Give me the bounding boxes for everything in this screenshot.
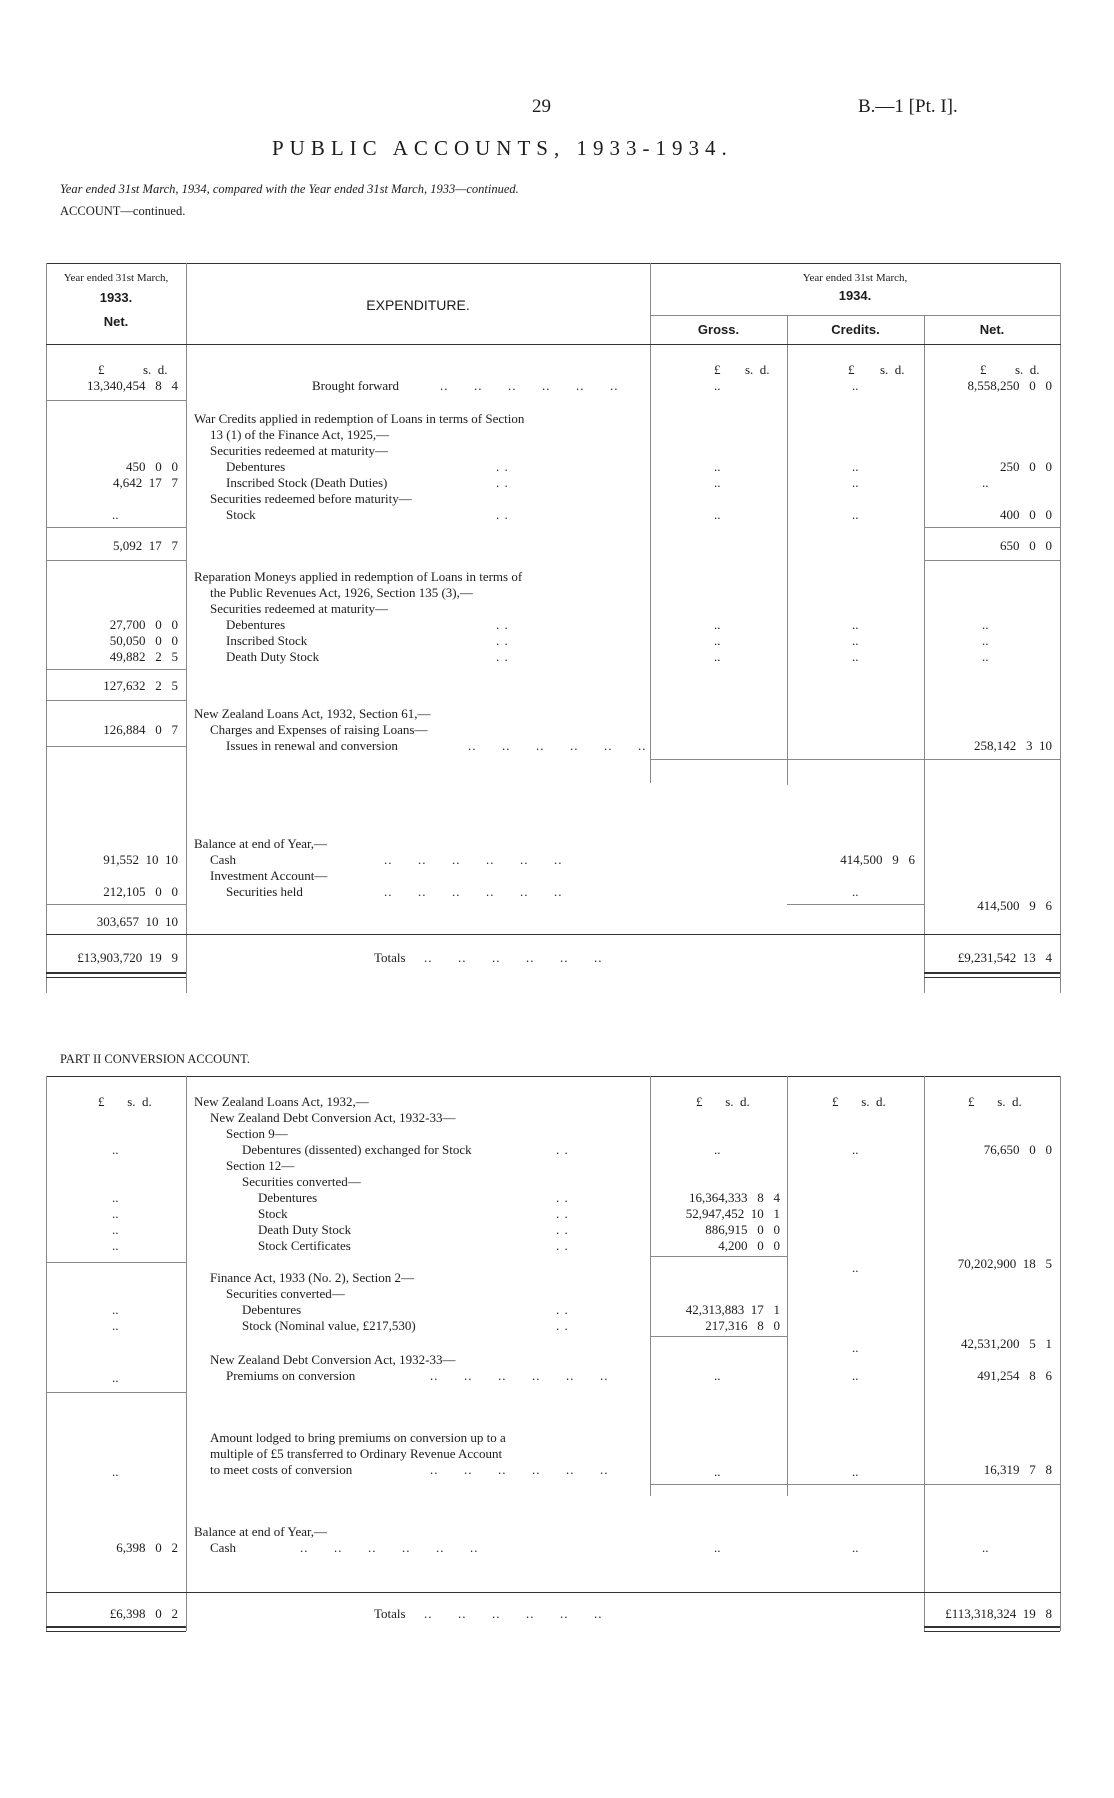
war-credits-sub1: Securities redeemed at maturity— [210,443,388,458]
credits-empty: .. [852,1142,859,1157]
prev-empty: .. [112,1222,119,1237]
bf-gross: .. [714,378,721,393]
leader-dots: .. .. .. .. .. .. [440,378,619,393]
credits-empty: .. [852,1260,859,1275]
col-curr-year-num: 1934. [838,288,872,303]
war-credits-net3: 400 0 0 [1000,507,1052,522]
reparation-sub1: Securities redeemed at maturity— [210,601,388,616]
col-prev-year-num: 1933. [99,290,133,305]
leader-dots: . . [556,1222,569,1237]
section-12: Section 12— [226,1158,295,1173]
leader-dots: . . [556,1142,569,1157]
bf-credits: .. [852,378,859,393]
balance-securities: Securities held [226,884,303,899]
leader-dots: .. .. .. .. .. .. [468,738,647,753]
nz-loans-sub1: Charges and Expenses of raising Loans— [210,722,428,737]
gross-empty: .. [714,633,721,648]
gross-empty: .. [714,507,721,522]
credits-empty: .. [852,1340,859,1355]
balance-prev-sec: 212,105 0 0 [103,884,178,899]
reparation-prev1: 27,700 0 0 [109,617,178,632]
credits-empty: .. [852,1464,859,1479]
net-empty: .. [982,617,989,632]
converted-item: Death Duty Stock [258,1222,352,1237]
war-credits-item1: Debentures [226,459,286,474]
reparation-item1: Debentures [226,617,286,632]
balance-credits-cash: 414,500 9 6 [840,852,915,867]
credits-empty: .. [852,884,859,899]
finance-act: Finance Act, 1933 (No. 2), Section 2— [210,1270,414,1285]
document-reference: B.—1 [Pt. I]. [858,96,958,117]
premium-act: New Zealand Debt Conversion Act, 1932-33— [210,1352,456,1367]
leader-dots: . . [496,459,509,474]
balance-heading: Balance at end of Year,— [194,836,328,851]
reparation-heading: Reparation Moneys applied in redemption of Loans in terms of [194,569,523,584]
war-credits-total-net: 650 0 0 [1000,538,1052,553]
war-credits-heading: War Credits applied in redemption of Loans in terms of Section [194,411,525,426]
leader-dots: . . [556,1318,569,1333]
col-prev-year: Year ended 31st March, [63,272,169,284]
finance-converted: Securities converted— [226,1286,345,1301]
premium: Premiums on conversion [226,1368,356,1383]
war-credits-net1: 250 0 0 [1000,459,1052,474]
balance-investment: Investment Account— [210,868,328,883]
converted-value: 16,364,333 8 4 [689,1190,780,1205]
conv-totals-net: £113,318,324 19 8 [945,1606,1052,1621]
nz-loans-prev: 126,884 0 7 [103,722,178,737]
leader-dots: . . [496,617,509,632]
converted-value: 4,200 0 0 [718,1238,780,1253]
reparation-item3: Death Duty Stock [226,649,320,664]
balance-prev-cash: 91,552 10 10 [103,852,178,867]
prev-empty: .. [112,1142,119,1157]
lodged-line3: to meet costs of conversion [210,1462,353,1477]
page-title: PUBLIC ACCOUNTS, 1933-1934. [272,136,733,160]
finance-item: Stock (Nominal value, £217,530) [242,1318,416,1333]
prev-empty: .. [112,1370,119,1385]
securities-converted: Securities converted— [242,1174,361,1189]
page-number: 29 [532,96,551,117]
gross-empty: .. [714,649,721,664]
prev-empty: .. [112,1190,119,1205]
conv-totals-prev: £6,398 0 2 [109,1606,178,1621]
prev-empty: .. [112,1318,119,1333]
col-gross: Gross. [697,322,740,337]
nz-loans-heading: New Zealand Loans Act, 1932, Section 61,— [194,706,431,721]
balance-cash: Cash [210,852,236,867]
unit-sd: s. d. [143,362,168,377]
gross-empty: .. [714,1464,721,1479]
reparation-heading2: the Public Revenues Act, 1926, Section 135 (3),— [210,585,473,600]
col-curr-year: Year ended 31st March, [802,272,908,284]
net-empty: .. [982,633,989,648]
col-credits: Credits. [831,322,880,337]
nz-loans-net: 258,142 3 10 [974,738,1052,753]
lodged-line1: Amount lodged to bring premiums on conversion up to a [210,1430,506,1445]
leader-dots: . . [556,1302,569,1317]
leader-dots: .. .. .. .. .. .. [424,950,603,965]
prev-empty: .. [112,1464,119,1479]
unit-sd: s. d. [745,362,770,377]
leader-dots: .. .. .. .. .. .. [384,884,563,899]
totals-label: Totals [374,950,406,965]
conv-balance-cash: Cash [210,1540,236,1555]
war-credits-item3: Stock [226,507,256,522]
converted-value: 52,947,452 10 1 [685,1206,780,1221]
totals-prev: £13,903,720 19 9 [77,950,178,965]
gross-empty: .. [714,1142,721,1157]
conv-balance-prev: 6,398 0 2 [116,1540,178,1555]
lodged-net: 16,319 7 8 [983,1462,1052,1477]
gross-empty: .. [714,1540,721,1555]
conv-totals-label: Totals [374,1606,406,1621]
prev-empty: .. [112,1206,119,1221]
units: £ s. d. [98,1094,152,1109]
gross-empty: .. [714,475,721,490]
account-label: ACCOUNT—continued. [60,204,186,218]
leader-dots: .. .. .. .. .. .. [424,1606,603,1621]
reparation-total-prev: 127,632 2 5 [103,678,178,693]
credits-empty: .. [852,649,859,664]
gross-empty: .. [714,459,721,474]
dissented-net: 76,650 0 0 [983,1142,1052,1157]
credits-empty: .. [852,633,859,648]
war-credits-prev3: .. [112,507,119,522]
credits-empty: .. [852,617,859,632]
credits-empty: .. [852,459,859,474]
units: £ s. d. [696,1094,750,1109]
converted-value: 886,915 0 0 [705,1222,780,1237]
conv-balance-heading: Balance at end of Year,— [194,1524,328,1539]
units: £ s. d. [832,1094,886,1109]
finance-value: 217,316 8 0 [705,1318,780,1333]
war-credits-total-prev: 5,092 17 7 [113,538,178,553]
credits-empty: .. [852,507,859,522]
bf-net: 8,558,250 0 0 [967,378,1052,393]
totals-net: £9,231,542 13 4 [957,950,1052,965]
leader-dots: . . [496,649,509,664]
reparation-prev2: 50,050 0 0 [109,633,178,648]
section-9: Section 9— [226,1126,288,1141]
gross-empty: .. [714,1368,721,1383]
unit-pound: £ [98,362,105,377]
unit-sd: s. d. [1015,362,1040,377]
premium-net: 491,254 8 6 [977,1368,1052,1383]
war-credits-prev1: 450 0 0 [126,459,178,474]
units: £ s. d. [968,1094,1022,1109]
leader-dots: . . [496,475,509,490]
page-subtitle: Year ended 31st March, 1934, compared with the Year ended 31st March, 1933—continued. [60,182,519,196]
finance-value: 42,313,883 17 1 [685,1302,780,1317]
converted-item: Stock [258,1206,288,1221]
leader-dots: . . [556,1190,569,1205]
war-credits-item2: Inscribed Stock (Death Duties) [226,475,388,490]
credits-empty: .. [852,1540,859,1555]
bf-label: Brought forward [312,378,400,393]
leader-dots: . . [496,633,509,648]
unit-pound: £ [714,362,721,377]
converted-item: Debentures [258,1190,318,1205]
lodged-line2: multiple of £5 transferred to Ordinary Revenue Account [210,1446,503,1461]
finance-item: Debentures [242,1302,302,1317]
leader-dots: .. .. .. .. .. .. [300,1540,479,1555]
unit-pound: £ [980,362,987,377]
war-credits-sub2: Securities redeemed before maturity— [210,491,412,506]
debt-act: New Zealand Debt Conversion Act, 1932-33— [210,1110,456,1125]
prev-empty: .. [112,1302,119,1317]
balance-prev-total: 303,657 10 10 [96,914,178,929]
prev-empty: .. [112,1238,119,1253]
net-empty: .. [982,649,989,664]
unit-pound: £ [848,362,855,377]
col-prev-net: Net. [103,314,129,329]
conversion-heading: PART II CONVERSION ACCOUNT. [60,1052,251,1066]
credits-empty: .. [852,475,859,490]
net-empty: .. [982,1540,989,1555]
reparation-item2: Inscribed Stock [226,633,308,648]
leader-dots: . . [496,507,509,522]
bf-prev: 13,340,454 8 4 [87,378,178,393]
leader-dots: .. .. .. .. .. .. [430,1462,609,1477]
converted-total: 70,202,900 18 5 [957,1256,1052,1271]
leader-dots: .. .. .. .. .. .. [384,852,563,867]
leader-dots: . . [556,1206,569,1221]
nz-loans-item1: Issues in renewal and conversion [226,738,398,753]
gross-empty: .. [714,617,721,632]
unit-sd: s. d. [880,362,905,377]
finance-total: 42,531,200 5 1 [961,1336,1052,1351]
war-credits-net2: .. [982,475,989,490]
converted-item: Stock Certificates [258,1238,351,1253]
war-credits-heading2: 13 (1) of the Finance Act, 1925,— [210,427,390,442]
col-expenditure: EXPENDITURE. [366,297,470,313]
leader-dots: .. .. .. .. .. .. [430,1368,609,1383]
balance-net-total: 414,500 9 6 [977,898,1052,913]
credits-empty: .. [852,1368,859,1383]
dissented: Debentures (dissented) exchanged for Stock [242,1142,472,1157]
col-net: Net. [979,322,1005,337]
reparation-prev3: 49,882 2 5 [109,649,178,664]
leader-dots: . . [556,1238,569,1253]
war-credits-prev2: 4,642 17 7 [113,475,178,490]
loans-act: New Zealand Loans Act, 1932,— [194,1094,369,1109]
